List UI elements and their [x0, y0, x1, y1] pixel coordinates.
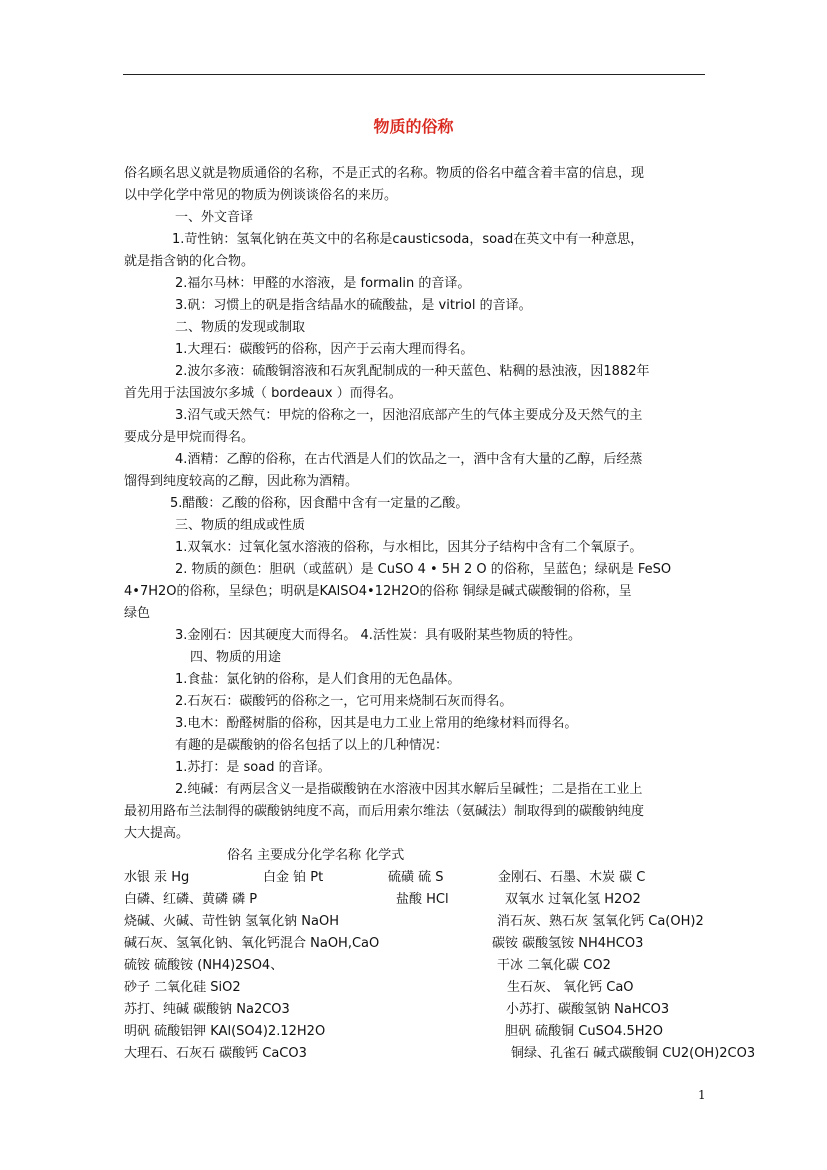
text-line: 大大提高。 — [124, 826, 190, 841]
text-line: 1.苛性钠：氢氧化钠在英文中的名称是causticsoda，soad在英文中有一种意思， — [172, 232, 644, 247]
text-line: 俗名顾名思义就是物质通俗的名称，不是正式的名称。物质的俗名中蕴含着丰富的信息，现 — [124, 166, 645, 181]
table-cell: 金刚石、石墨、木炭 碳 C — [498, 870, 646, 885]
section-heading: 三、物质的组成或性质 — [175, 518, 306, 533]
table-cell: 小苏打、碳酸氢钠 NaHCO3 — [506, 1002, 670, 1017]
table-cell: 消石灰、熟石灰 氢氧化钙 Ca(OH)2 — [497, 914, 704, 929]
text-line: 首先用于法国波尔多城（ bordeaux ）而得名。 — [124, 386, 402, 401]
section-heading: 二、物质的发现或制取 — [175, 320, 306, 335]
text-line: 2.福尔马林：甲醛的水溶液，是 formalin 的音译。 — [175, 276, 471, 291]
table-cell: 硫铵 硫酸铵 (NH4)2SO4、 — [124, 958, 284, 973]
table-cell: 砂子 二氧化硅 SiO2 — [124, 980, 241, 995]
text-line: 3.金刚石：因其硬度大而得名。 4.活性炭：具有吸附某些物质的特性。 — [175, 628, 581, 643]
text-line: 2. 物质的颜色：胆矾（或蓝矾）是 CuSO 4 • 5H 2 O 的俗称，呈蓝色；绿矾是 FeSO — [175, 562, 672, 577]
text-line: 1.苏打：是 soad 的音译。 — [175, 760, 331, 775]
text-line: 5.醋酸：乙酸的俗称，因食醋中含有一定量的乙酸。 — [170, 496, 469, 511]
section-heading: 一、外文音译 — [175, 210, 254, 225]
text-line: 2.波尔多液：硫酸铜溶液和石灰乳配制成的一种天蓝色、粘稠的悬浊液，因1882年 — [175, 364, 650, 379]
table-cell: 干冰 二氧化碳 CO2 — [497, 958, 611, 973]
text-line: 绿色 — [124, 606, 151, 621]
text-line: 要成分是甲烷而得名。 — [124, 430, 255, 445]
text-line: 1.食盐：氯化钠的俗称，是人们食用的无色晶体。 — [175, 672, 461, 687]
table-cell: 双氧水 过氧化氢 H2O2 — [505, 892, 641, 907]
page-title: 物质的俗称 — [373, 117, 454, 136]
header-rule — [123, 74, 705, 75]
table-cell: 生石灰、 氧化钙 CaO — [507, 980, 634, 995]
table-header: 俗名 主要成分化学名称 化学式 — [227, 848, 405, 863]
table-cell: 明矾 硫酸铝钾 KAl(SO4)2.12H2O — [124, 1024, 326, 1039]
text-line: 4•7H2O的俗称，呈绿色；明矾是KAlSO4•12H2O的俗称 铜绿是碱式碳酸铜的俗称，呈 — [124, 584, 632, 599]
text-line: 馏得到纯度较高的乙醇，因此称为酒精。 — [124, 474, 359, 489]
table-cell: 盐酸 HCl — [396, 892, 449, 907]
table-cell: 白金 铂 Pt — [263, 870, 324, 885]
table-cell: 苏打、纯碱 碳酸钠 Na2CO3 — [124, 1002, 290, 1017]
text-line: 2.纯碱：有两层含义一是指碳酸钠在水溶液中因其水解后呈碱性；二是指在工业上 — [175, 782, 643, 797]
table-cell: 大理石、石灰石 碳酸钙 CaCO3 — [124, 1046, 307, 1061]
table-cell: 胆矾 硫酸铜 CuSO4.5H2O — [505, 1024, 664, 1039]
table-cell: 碱石灰、氢氧化钠、氧化钙混合 NaOH,CaO — [124, 936, 380, 951]
text-line: 就是指含钠的化合物。 — [124, 254, 255, 269]
text-line: 2.石灰石：碳酸钙的俗称之一，它可用来烧制石灰而得名。 — [175, 694, 513, 709]
table-cell: 白磷、红磷、黄磷 磷 P — [124, 892, 258, 907]
text-line: 3.矾：习惯上的矾是指含结晶水的硫酸盐，是 vitriol 的音译。 — [175, 298, 532, 313]
page-number: 1 — [698, 1088, 706, 1102]
text-line: 3.沼气或天然气：甲烷的俗称之一，因池沼底部产生的气体主要成分及天然气的主 — [175, 408, 643, 423]
text-line: 有趣的是碳酸钠的俗名包括了以上的几种情况： — [175, 738, 449, 753]
text-line: 3.电木：酚醛树脂的俗称，因其是电力工业上常用的绝缘材料而得名。 — [175, 716, 578, 731]
text-line: 1.双氧水：过氧化氢水溶液的俗称，与水相比，因其分子结构中含有二个氧原子。 — [175, 540, 643, 555]
table-cell: 铜绿、孔雀石 碱式碳酸铜 CU2(OH)2CO3 — [511, 1046, 756, 1061]
table-cell: 烧碱、火碱、苛性钠 氢氧化钠 NaOH — [124, 914, 339, 929]
text-line: 1.大理石：碳酸钙的俗称，因产于云南大理而得名。 — [175, 342, 474, 357]
text-line: 最初用路布兰法制得的碳酸钠纯度不高，而后用索尔维法（氨碱法）制取得到的碳酸钠纯度 — [124, 804, 645, 819]
table-cell: 硫磺 硫 S — [388, 870, 444, 885]
text-line: 4.酒精：乙醇的俗称，在古代酒是人们的饮品之一，酒中含有大量的乙醇，后经蒸 — [175, 452, 643, 467]
section-heading: 四、物质的用途 — [190, 650, 282, 665]
table-cell: 碳铵 碳酸氢铵 NH4HCO3 — [492, 936, 644, 951]
table-cell: 水银 汞 Hg — [124, 870, 190, 885]
text-line: 以中学化学中常见的物质为例谈谈俗名的来历。 — [124, 188, 398, 203]
